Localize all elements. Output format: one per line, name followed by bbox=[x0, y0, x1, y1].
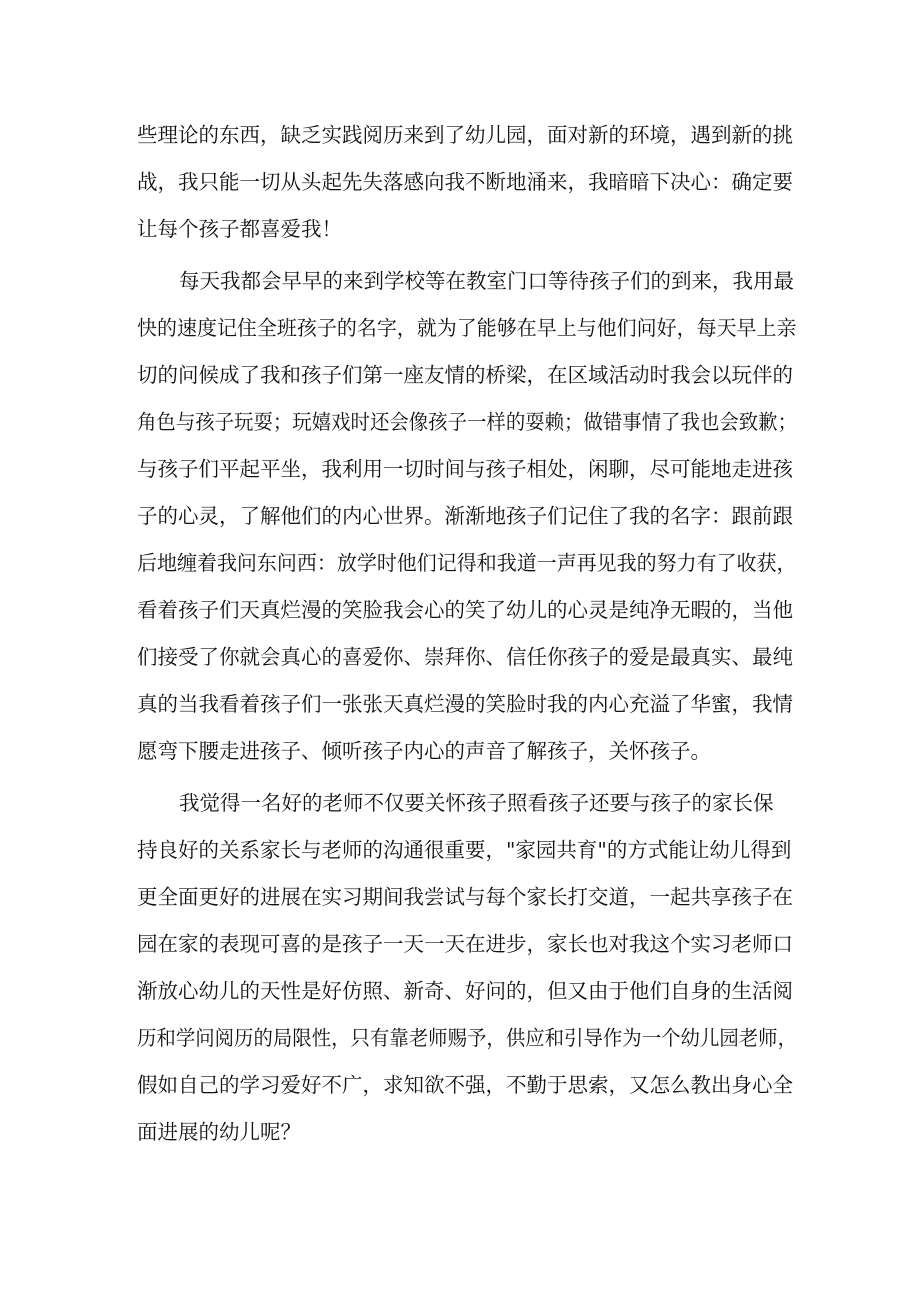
text-line: 们接受了你就会真心的喜爱你、崇拜你、信任你孩子的爱是最真实、最纯 bbox=[137, 645, 793, 669]
paragraph bbox=[137, 780, 797, 1156]
text-line: 些理论的东西，缺乏实践阅历来到了幼儿园，面对新的环境，遇到新的挑 bbox=[137, 123, 793, 147]
text-line: 让每个孩子都喜爱我！ bbox=[137, 217, 342, 241]
text-line: 愿弯下腰走进孩子、倾听孩子内心的声音了解孩子，关怀孩子。 bbox=[137, 739, 711, 763]
text-line: 切的问候成了我和孩子们第一座友情的桥梁，在区域活动时我会以玩伴的 bbox=[137, 363, 793, 387]
text-line: 快的速度记住全班孩子的名字，就为了能够在早上与他们问好，每天早上亲 bbox=[137, 316, 797, 340]
text-line: 与孩子们平起平坐，我利用一切时间与孩子相处，闲聊，尽可能地走进孩 bbox=[137, 457, 793, 481]
text-line: 假如自己的学习爱好不广，求知欲不强，不勤于思索，又怎么教出身心全 bbox=[137, 1073, 793, 1097]
paragraph bbox=[137, 112, 797, 253]
text-line: 每天我都会早早的来到学校等在教室门口等待孩子们的到来，我用最 bbox=[179, 269, 794, 293]
text-line: 战，我只能一切从头起先失落感向我不断地涌来，我暗暗下决心：确定要 bbox=[137, 170, 793, 194]
paragraph bbox=[137, 258, 797, 775]
text-line: 更全面更好的进展在实习期间我尝试与每个家长打交道，一起共享孩子在 bbox=[137, 885, 793, 909]
text-line: 园在家的表现可喜的是孩子一天一天在进步，家长也对我这个实习老师口 bbox=[137, 932, 793, 956]
text-line: 真的当我看着孩子们一张张天真烂漫的笑脸时我的内心充溢了华蜜，我情 bbox=[137, 692, 793, 716]
text-line: 我觉得一名好的老师不仅要关怀孩子照看孩子还要与孩子的家长保 bbox=[179, 791, 774, 815]
document-body bbox=[137, 112, 797, 1156]
text-line: 历和学问阅历的局限性，只有靠老师赐予，供应和引导作为一个幼儿园老师， bbox=[137, 1026, 797, 1050]
text-line: 看着孩子们天真烂漫的笑脸我会心的笑了幼儿的心灵是纯净无暇的，当他 bbox=[137, 598, 793, 622]
text-line: 持良好的关系家长与老师的沟通很重要，"家园共育"的方式能让幼儿得到 bbox=[137, 838, 792, 862]
text-line: 面进展的幼儿呢？ bbox=[137, 1120, 301, 1144]
text-line: 角色与孩子玩耍；玩嬉戏时还会像孩子一样的耍赖；做错事情了我也会致歉； bbox=[137, 410, 797, 434]
text-line: 后地缠着我问东问西：放学时他们记得和我道一声再见我的努力有了收获， bbox=[137, 551, 797, 575]
text-line: 子的心灵，了解他们的内心世界。渐渐地孩子们记住了我的名字：跟前跟 bbox=[137, 504, 793, 528]
text-line: 渐放心幼儿的天性是好仿照、新奇、好问的，但又由于他们自身的生活阅 bbox=[137, 979, 793, 1003]
